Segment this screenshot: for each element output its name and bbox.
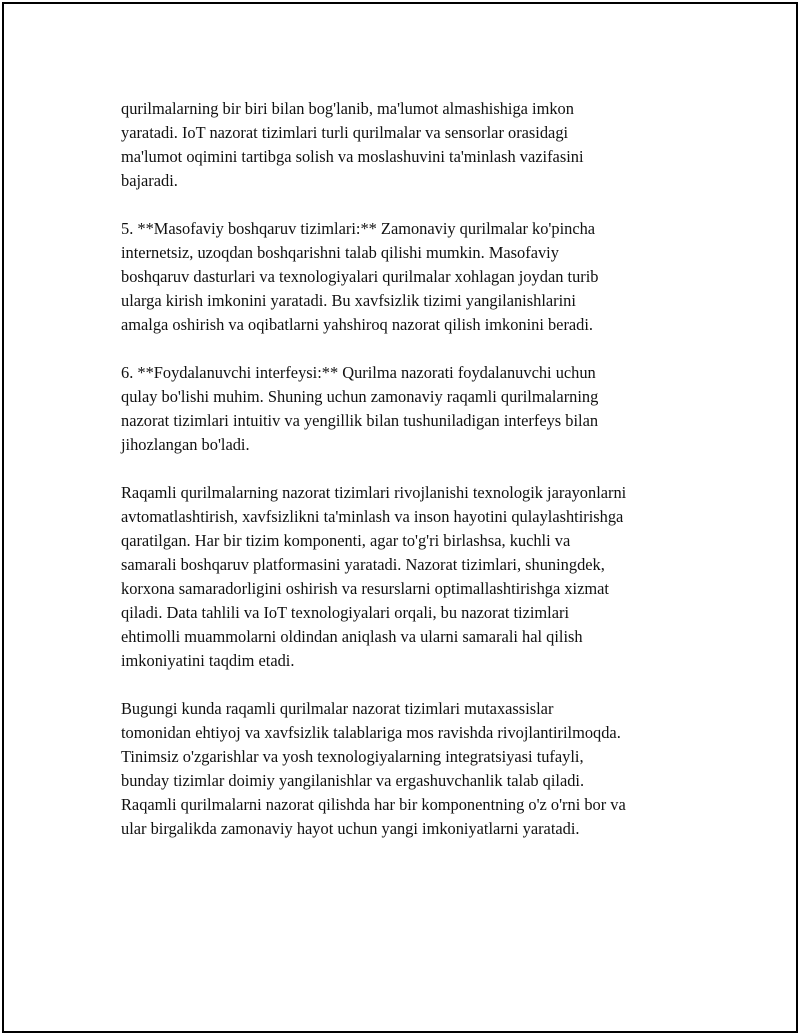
text-line: qiladi. Data tahlili va IoT texnologiyalari orqali, bu nazorat tizimlari bbox=[121, 603, 570, 622]
text-line: imkoniyatini taqdim etadi. bbox=[121, 651, 295, 670]
text-line: Tinimsiz o'zgarishlar va yosh texnologiyalarning integratsiyasi tufayli, bbox=[121, 747, 584, 766]
text-line: ehtimolli muammolarni oldindan aniqlash va ularni samarali hal qilish bbox=[121, 627, 583, 646]
paragraph-summary bbox=[121, 481, 701, 673]
text-line: jihozlangan bo'ladi. bbox=[121, 435, 250, 454]
text-line: samarali boshqaruv platformasini yaratadi. Nazorat tizimlari, shuningdek, bbox=[121, 555, 605, 574]
text-line: Raqamli qurilmalarning nazorat tizimlari rivojlanishi texnologik jarayonlarni bbox=[121, 483, 627, 502]
text-line: 5. **Masofaviy boshqaruv tizimlari:** Zamonaviy qurilmalar ko'pincha bbox=[121, 219, 596, 238]
paragraph-iot-continuation bbox=[121, 97, 701, 193]
text-line: 6. **Foydalanuvchi interfeysi:** Qurilma nazorati foydalanuvchi uchun bbox=[121, 363, 596, 382]
text-line: tomonidan ehtiyoj va xavfsizlik talablariga mos ravishda rivojlantirilmoqda. bbox=[121, 723, 621, 742]
text-line: qurilmalarning bir biri bilan bog'lanib, ma'lumot almashishiga imkon bbox=[121, 99, 574, 118]
text-line: Raqamli qurilmalarni nazorat qilishda har bir komponentning o'z o'rni bor va bbox=[121, 795, 626, 814]
text-line: amalga oshirish va oqibatlarni yahshiroq nazorat qilish imkonini beradi. bbox=[121, 315, 594, 334]
document-body bbox=[121, 97, 701, 865]
text-line: boshqaruv dasturlari va texnologiyalari qurilmalar xohlagan joydan turib bbox=[121, 267, 599, 286]
text-line: avtomatlashtirish, xavfsizlikni ta'minlash va inson hayotini qulaylashtirishga bbox=[121, 507, 624, 526]
text-line: nazorat tizimlari intuitiv va yengillik bilan tushuniladigan interfeys bilan bbox=[121, 411, 599, 430]
paragraph-conclusion bbox=[121, 697, 701, 841]
page-frame bbox=[2, 2, 798, 1033]
text-line: ular birgalikda zamonaviy hayot uchun yangi imkoniyatlarni yaratadi. bbox=[121, 819, 580, 838]
text-line: internetsiz, uzoqdan boshqarishni talab qilishi mumkin. Masofaviy bbox=[121, 243, 559, 262]
text-line: qaratilgan. Har bir tizim komponenti, agar to'g'ri birlashsa, kuchli va bbox=[121, 531, 571, 550]
text-line: Bugungi kunda raqamli qurilmalar nazorat tizimlari mutaxassislar bbox=[121, 699, 554, 718]
text-line: yaratadi. IoT nazorat tizimlari turli qurilmalar va sensorlar orasidagi bbox=[121, 123, 569, 142]
text-line: ularga kirish imkonini yaratadi. Bu xavfsizlik tizimi yangilanishlarini bbox=[121, 291, 576, 310]
text-line: bunday tizimlar doimiy yangilanishlar va ergashuvchanlik talab qiladi. bbox=[121, 771, 585, 790]
paragraph-remote-control bbox=[121, 217, 701, 337]
text-line: korxona samaradorligini oshirish va resurslarni optimallashtirishga xizmat bbox=[121, 579, 609, 598]
text-line: bajaradi. bbox=[121, 171, 178, 190]
paragraph-user-interface bbox=[121, 361, 701, 457]
text-line: qulay bo'lishi muhim. Shuning uchun zamonaviy raqamli qurilmalarning bbox=[121, 387, 599, 406]
text-line: ma'lumot oqimini tartibga solish va moslashuvini ta'minlash vazifasini bbox=[121, 147, 584, 166]
